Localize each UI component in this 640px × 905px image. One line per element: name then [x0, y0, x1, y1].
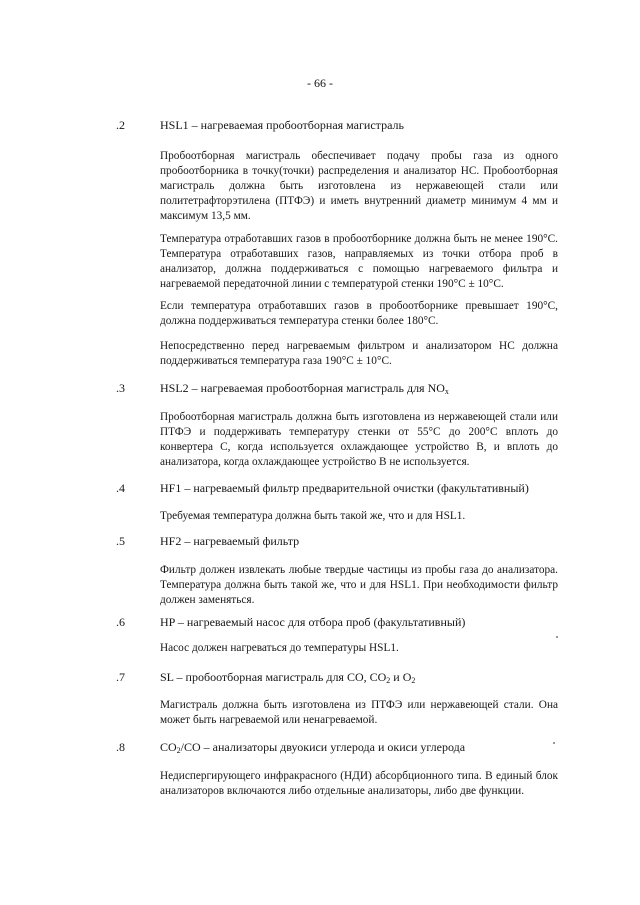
section-number: .8 [116, 740, 125, 754]
section-title: $СО_2/СО$ – анализаторы двуокиси углерода и окиси углерода [160, 740, 466, 755]
section-title: HP – нагреваемый насос для отбора проб (факультативный) [160, 615, 466, 629]
section-title: HF2 – нагреваемый фильтр [160, 534, 300, 548]
section-number: .4 [116, 481, 125, 495]
paragraph: Насос должен нагреваться до температуры HSL1. [160, 642, 399, 654]
scan-speck [553, 742, 555, 744]
paragraph: Недиспергирующего инфракрасного (НДИ) абсорбционного типа. В единый блок анализаторов включаются либо отдельные анализаторы, либо две функции. [160, 770, 558, 797]
section-title: HSL1 – нагреваемая пробоотборная магистраль [160, 118, 404, 132]
paragraph: Магистраль должна быть изготовлена из ПТФЭ или нержавеющей стали. Она может быть нагреваемой или ненагреваемой. [160, 699, 558, 726]
section-number: .3 [116, 381, 125, 395]
section-title: HF1 – нагреваемый фильтр предварительной очистки (факультативный) [160, 481, 529, 495]
paragraph: Пробоотборная магистраль должна быть изготовлена из нержавеющей стали или ПТФЭ и поддерживать температуру стенки от 55°С до 200°С вплоть до конвертера С, когда используется охлаждающее устройство В, и вплоть до анализатора, когда охлаждающее устройство В не используется. [160, 411, 558, 468]
section-title: HSL2 – нагреваемая пробоотборная магистраль для $NO_x$ [160, 381, 449, 396]
section-number: .5 [116, 534, 125, 548]
paragraph: Фильтр должен извлекать любые твердые частицы из пробы газа до анализатора. Температура должна быть такой же, что и для HSL1. При необходимости фильтр должен заменяться. [160, 564, 558, 606]
section-number: .7 [116, 670, 125, 684]
paragraph: Температура отработавших газов в пробоотборнике должна быть не менее 190°С. Температура отработавших газов, направляемых из точки отбора проб в анализатор, должна поддерживаться с помощью нагреваемого фильтра и нагреваемой передаточной линии с температурой стенки 190°С ± 10°С. [160, 233, 558, 290]
paragraph: Непосредственно перед нагреваемым фильтром и анализатором НС должна поддерживаться температура газа 190°С ± 10°С. [160, 340, 558, 367]
section-number: .6 [116, 615, 125, 629]
paragraph: Если температура отработавших газов в пробоотборнике превышает 190°С, должна поддерживаться температура стенки более 180°С. [160, 300, 558, 327]
paragraph: Требуемая температура должна быть такой же, что и для HSL1. [160, 510, 466, 522]
page-number: - 66 - [307, 76, 333, 90]
section-title: SL – пробоотборная магистраль для СО, $СО_2$ и $О_2$ [160, 670, 416, 685]
section-number: .2 [116, 118, 125, 132]
paragraph: Пробоотборная магистраль обеспечивает подачу пробы газа из одного пробоотборника в точку(точки) распределения и анализатор НС. Пробоотборная магистраль должна быть изготовлена из нержавеющей стали или политетрафторэтилена (ПТФЭ) и иметь внутренний диаметр минимум 4 мм и максимум 13,5 мм. [160, 150, 558, 222]
scan-speck [556, 636, 558, 638]
